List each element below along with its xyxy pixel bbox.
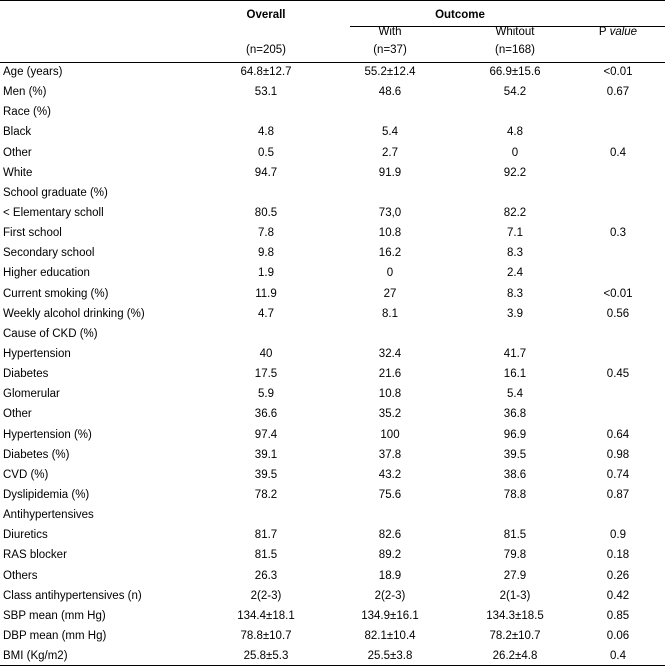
row-label: Cause of CKD (%): [3, 327, 98, 340]
table-row: [0, 465, 665, 485]
row-overall: 25.8±5.3: [243, 650, 289, 663]
row-overall: 80.5: [254, 206, 278, 219]
row-pvalue: 0.18: [606, 549, 630, 562]
row-pvalue: <0.01: [603, 66, 633, 78]
row-label: Current smoking (%): [3, 287, 109, 300]
row-overall: 134.4±18.1: [237, 609, 295, 622]
row-with: 134.9±16.1: [361, 609, 419, 622]
table-row: [0, 243, 665, 263]
row-without: 39.5: [503, 448, 527, 461]
table-row: [0, 82, 665, 102]
row-label: DBP mean (mm Hg): [3, 629, 107, 642]
row-overall: 26.3: [254, 569, 278, 582]
row-with: 21.6: [378, 368, 402, 381]
row-label: Men (%): [3, 86, 47, 99]
table-row: [0, 62, 665, 82]
row-without: 26.2±4.8: [492, 650, 538, 663]
table-row: [0, 284, 665, 304]
table-row: [0, 304, 665, 324]
row-without: 36.8: [503, 408, 527, 421]
row-label: CVD (%): [3, 468, 49, 481]
header-overall: Overall: [246, 9, 286, 21]
row-overall: 11.9: [255, 287, 277, 300]
table-row: [0, 384, 665, 404]
table-row: [0, 505, 665, 525]
table-row: [0, 364, 665, 384]
table-body: [0, 62, 665, 666]
header-n-with: (n=37): [373, 44, 407, 56]
row-with: 0: [386, 267, 394, 280]
header-with: With: [378, 26, 402, 38]
row-without: 66.9±15.6: [489, 66, 541, 78]
table-row: [0, 445, 665, 465]
table-row: [0, 606, 665, 626]
table-row: [0, 263, 665, 283]
row-without: 78.2±10.7: [489, 629, 541, 642]
bottom-rule: [0, 665, 665, 666]
header-n-without: (n=168): [495, 44, 535, 56]
row-without: 96.9: [503, 428, 527, 441]
row-with: 32.4: [378, 347, 402, 360]
header-pvalue: [578, 22, 658, 42]
header-outcome: Outcome: [435, 9, 485, 21]
row-pvalue: 0.56: [606, 307, 630, 320]
row-overall: 78.2: [254, 488, 278, 501]
row-pvalue: 0.74: [606, 468, 630, 481]
row-overall: 9.8: [258, 247, 274, 260]
table-row: [0, 404, 665, 424]
row-without: 38.6: [503, 468, 527, 481]
header-row-2: [0, 22, 665, 42]
row-label: Glomerular: [3, 388, 60, 401]
row-overall: 78.8±10.7: [240, 629, 292, 642]
row-without: 134.3±18.5: [486, 609, 544, 622]
row-without: 3.9: [507, 307, 523, 320]
row-label: White: [3, 166, 33, 179]
row-overall: 81.7: [254, 529, 278, 542]
row-without: 54.2: [503, 86, 527, 99]
row-without: 81.5: [503, 529, 527, 542]
row-with: 73,0: [378, 206, 402, 219]
table-row: [0, 425, 665, 445]
row-with: 82.1±10.4: [364, 629, 416, 642]
row-label: Race (%): [3, 106, 51, 119]
row-pvalue: <0.01: [603, 287, 633, 300]
row-without: 41.7: [503, 347, 527, 360]
row-overall: 36.6: [254, 408, 278, 421]
table-row: [0, 485, 665, 505]
row-without: 8.3: [507, 247, 523, 260]
row-overall: 1.9: [258, 267, 274, 280]
row-without: 8.3: [507, 287, 523, 300]
row-label: Diabetes (%): [3, 448, 70, 461]
row-with: 89.2: [378, 549, 402, 562]
row-with: 2(2-3): [374, 589, 406, 602]
row-overall: 64.8±12.7: [240, 66, 292, 78]
row-overall: 39.1: [254, 448, 278, 461]
row-label: Age (years): [3, 66, 63, 78]
row-with: 25.5±3.8: [367, 650, 413, 663]
row-label: Dyslipidemia (%): [3, 488, 90, 501]
row-overall: 94.7: [254, 166, 278, 179]
row-with: 100: [380, 428, 400, 441]
row-overall: 7.8: [258, 227, 274, 240]
row-pvalue: 0.4: [610, 146, 626, 159]
row-label: Diabetes: [3, 368, 49, 381]
row-label: SBP mean (mm Hg): [3, 609, 106, 622]
header-row-3: [0, 40, 665, 60]
row-label: School graduate (%): [3, 186, 108, 199]
row-without: 78.8: [503, 488, 527, 501]
row-with: 37.8: [378, 448, 402, 461]
row-label: Other: [3, 408, 32, 421]
row-overall: 39.5: [254, 468, 278, 481]
table-row: [0, 203, 665, 223]
row-pvalue: 0.98: [606, 448, 630, 461]
row-overall: 4.7: [258, 307, 274, 320]
row-overall: 81.5: [254, 549, 278, 562]
row-with: 10.8: [378, 388, 402, 401]
row-with: 75.6: [378, 488, 402, 501]
row-without: 79.8: [503, 549, 527, 562]
table-row: [0, 566, 665, 586]
row-with: 82.6: [378, 529, 402, 542]
row-label: First school: [3, 227, 62, 240]
row-label: Hypertension: [3, 347, 71, 360]
pvalue-prefix: P: [598, 26, 607, 38]
table-row: [0, 122, 665, 142]
row-with: 8.1: [382, 307, 398, 320]
table-row: [0, 223, 665, 243]
table-row: [0, 143, 665, 163]
row-pvalue: 0.64: [606, 428, 630, 441]
row-overall: 53.1: [254, 86, 278, 99]
pvalue-italic: value: [609, 26, 638, 38]
row-with: 27: [383, 287, 397, 300]
row-without: 4.8: [507, 126, 523, 139]
top-rule: [0, 0, 665, 1]
row-overall: 4.8: [258, 126, 274, 139]
row-pvalue: 0.9: [610, 529, 626, 542]
row-without: 2(1-3): [499, 589, 531, 602]
row-label: Antihypertensives: [3, 509, 94, 522]
row-with: 5.4: [382, 126, 398, 139]
row-pvalue: 0.67: [606, 86, 630, 99]
row-pvalue: 0.06: [606, 629, 630, 642]
table-row: [0, 183, 665, 203]
row-with: 48.6: [378, 86, 402, 99]
row-overall: 2(2-3): [250, 589, 282, 602]
row-overall: 5.9: [258, 388, 274, 401]
row-pvalue: 0.4: [610, 650, 626, 663]
row-with: 18.9: [378, 569, 402, 582]
table-row: [0, 646, 665, 666]
row-label: < Elementary scholl: [3, 206, 104, 219]
row-label: Secondary school: [3, 247, 95, 260]
row-label: Diuretics: [3, 529, 48, 542]
row-pvalue: 0.26: [606, 569, 630, 582]
row-label: Other: [3, 146, 32, 159]
row-overall: 40: [259, 347, 273, 360]
row-with: 16.2: [378, 247, 402, 260]
row-without: 27.9: [503, 569, 527, 582]
table-row: [0, 525, 665, 545]
row-with: 2.7: [382, 146, 398, 159]
table-row: [0, 102, 665, 122]
table-row: [0, 344, 665, 364]
header-n-overall: (n=205): [246, 44, 286, 56]
row-label: Hypertension (%): [3, 428, 92, 441]
row-label: RAS blocker: [3, 549, 67, 562]
table-row: [0, 324, 665, 344]
row-without: 5.4: [507, 388, 523, 401]
table-row: [0, 586, 665, 606]
table-row: [0, 545, 665, 565]
row-without: 82.2: [503, 206, 527, 219]
row-pvalue: 0.85: [606, 609, 630, 622]
row-with: 91.9: [378, 166, 402, 179]
row-with: 55.2±12.4: [364, 66, 416, 78]
row-without: 92.2: [503, 166, 527, 179]
row-overall: 0.5: [258, 146, 274, 159]
row-with: 43.2: [378, 468, 402, 481]
table-row: [0, 626, 665, 646]
row-pvalue: 0.45: [606, 368, 630, 381]
row-overall: 17.5: [254, 368, 278, 381]
table-row: [0, 163, 665, 183]
row-pvalue: 0.87: [606, 488, 630, 501]
row-with: 35.2: [378, 408, 402, 421]
row-with: 10.8: [378, 227, 402, 240]
row-label: BMI (Kg/m2): [3, 650, 68, 663]
row-without: 7.1: [507, 227, 523, 240]
row-overall: 97.4: [254, 428, 278, 441]
row-label: Class antihypertensives (n): [3, 589, 142, 602]
row-label: Others: [3, 569, 38, 582]
row-label: Higher education: [3, 267, 90, 280]
row-without: 0: [511, 146, 519, 159]
row-pvalue: 0.3: [610, 227, 626, 240]
row-label: Weekly alcohol drinking (%): [3, 307, 145, 320]
row-without: 16.1: [503, 368, 527, 381]
header-without: Whitout: [495, 26, 535, 38]
row-label: Black: [3, 126, 32, 139]
row-pvalue: 0.42: [606, 589, 630, 602]
row-without: 2.4: [507, 267, 523, 280]
